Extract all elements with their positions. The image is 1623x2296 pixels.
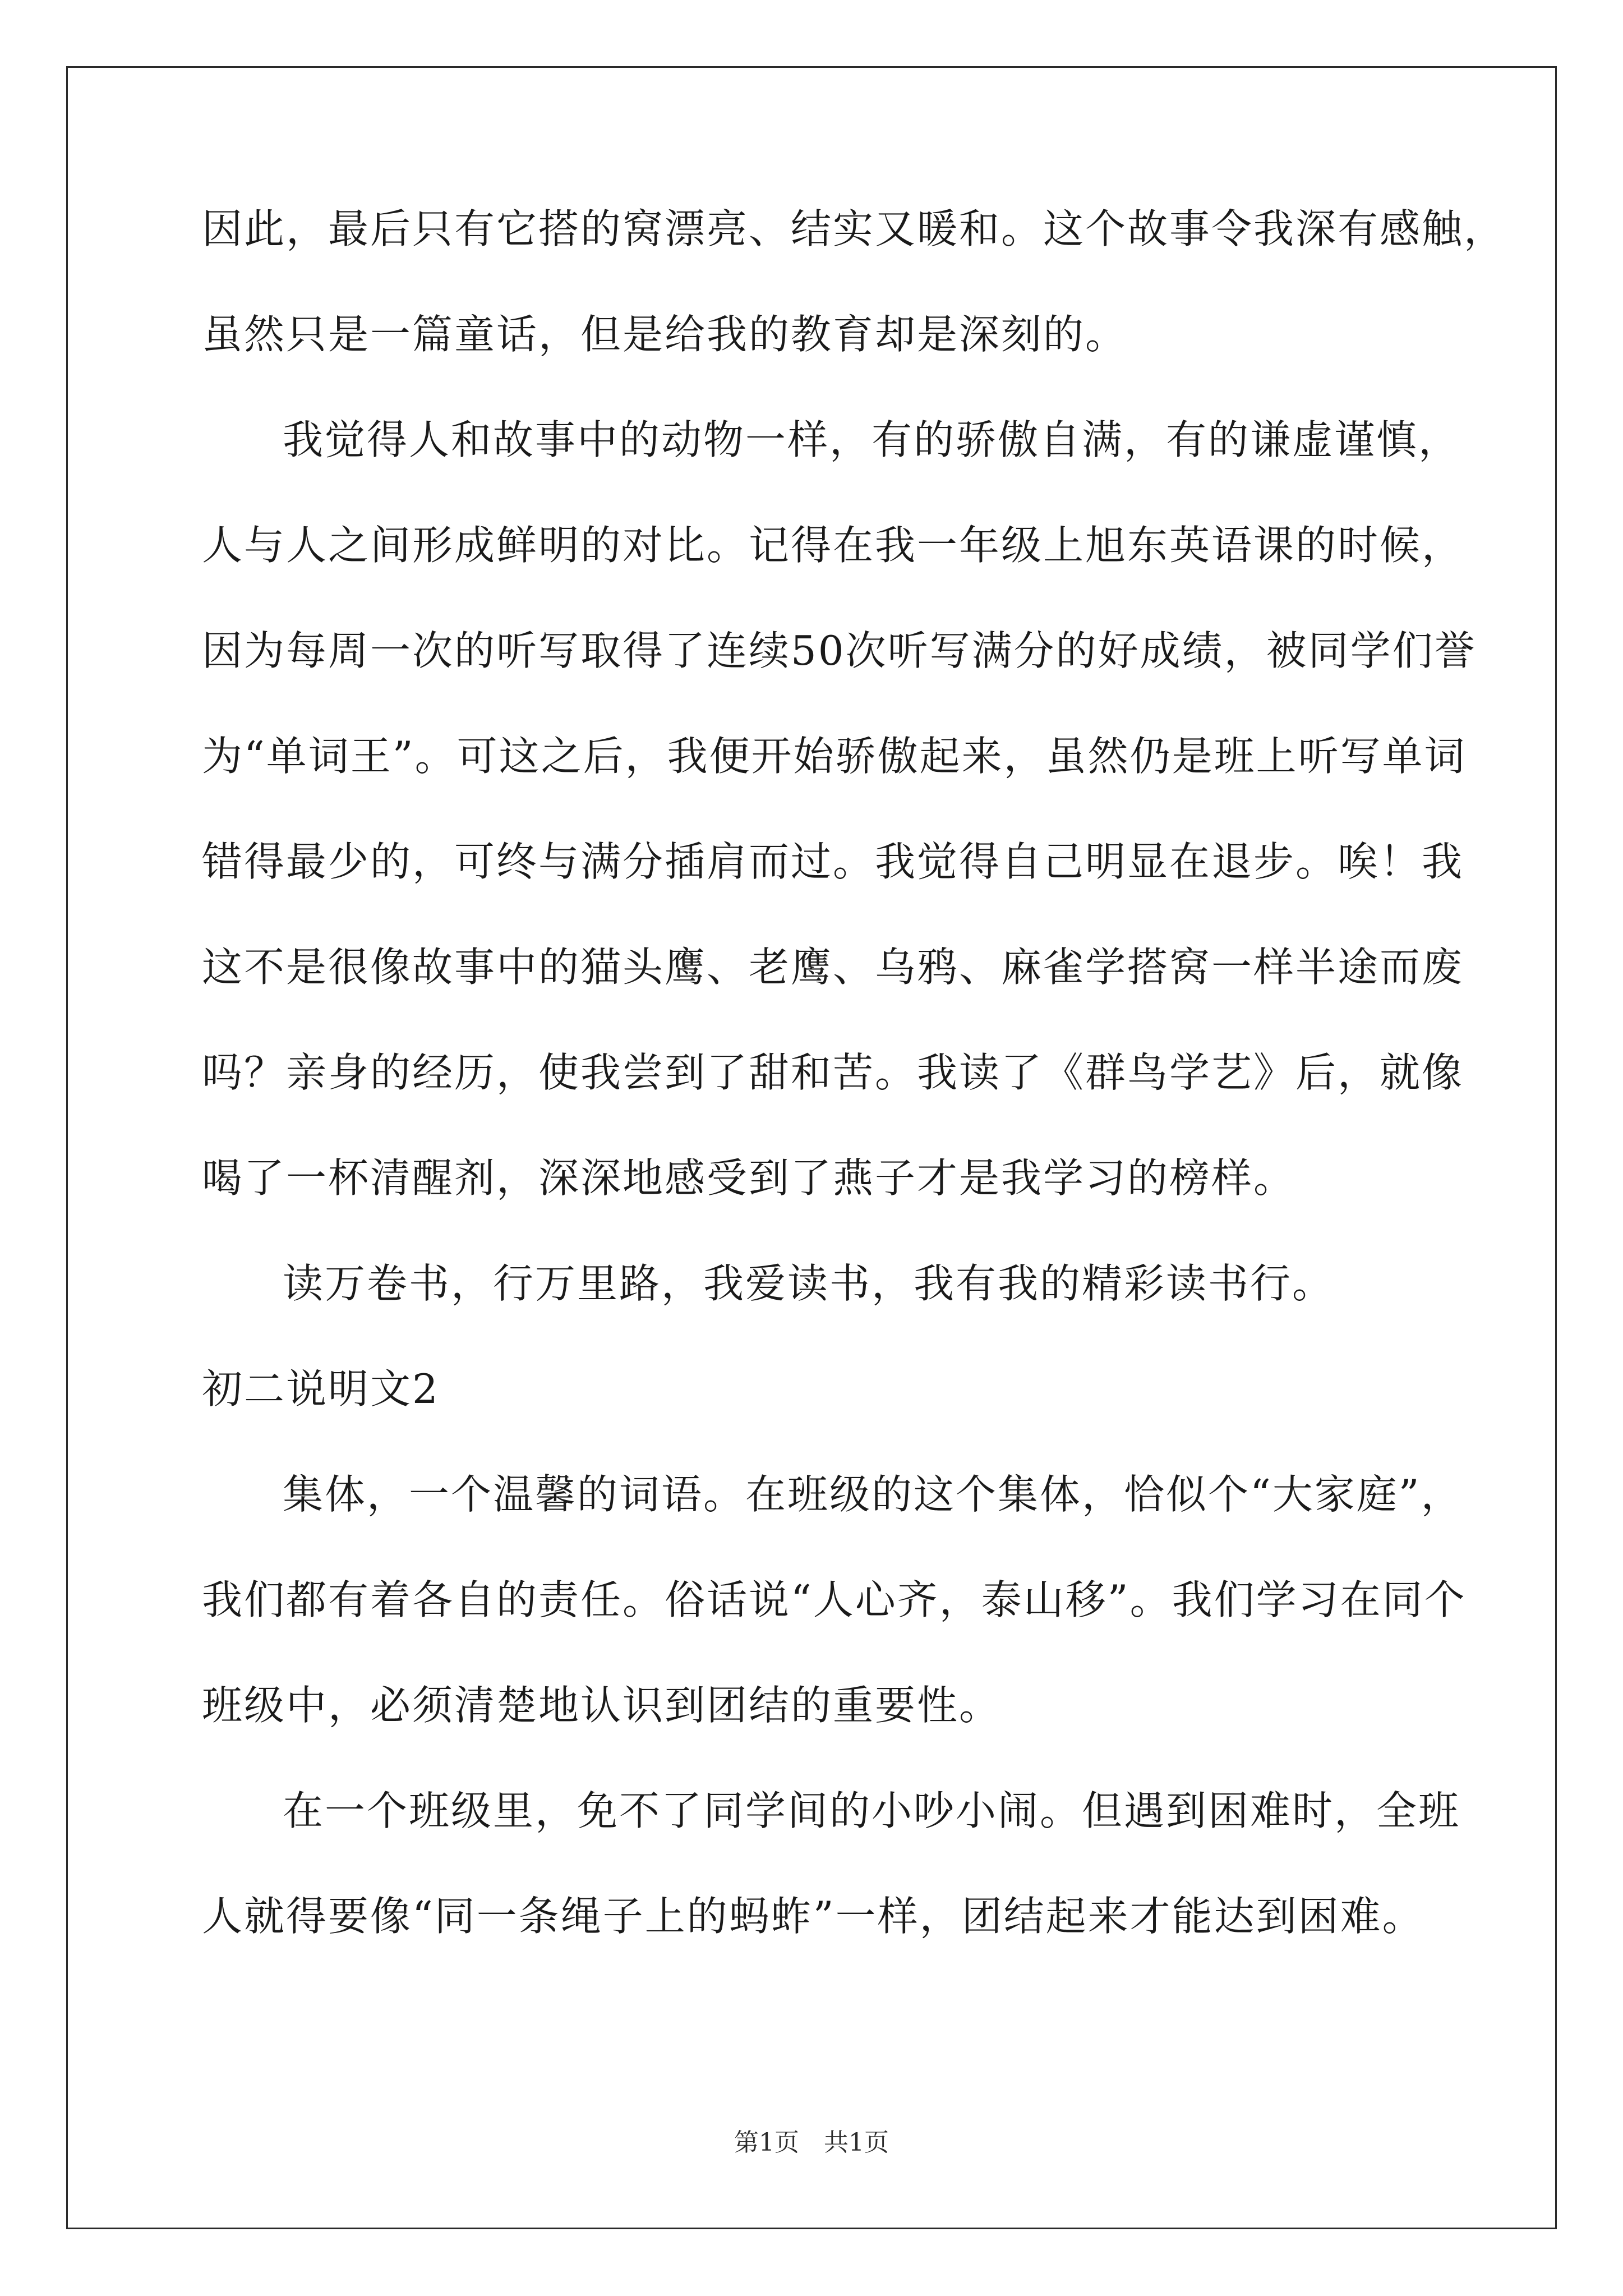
paragraph-start: 集体，一个温馨的词语。在班级的这个集体，恰似个“大家庭”，: [283, 1471, 1463, 1518]
text-line: 人就得要像“同一条绳子上的蚂蚱”一样，团结起来才能达到困难。: [202, 1893, 1424, 1940]
text-line: 为“单词王”。可这之后，我便开始骄傲起来，虽然仍是班上听写单词: [202, 733, 1467, 780]
text-line: 这不是很像故事中的猫头鹰、老鹰、乌鸦、麻雀学搭窝一样半途而废: [202, 944, 1464, 991]
text-line: 班级中，必须清楚地认识到团结的重要性。: [202, 1682, 1002, 1729]
text-line: 因此，最后只有它搭的窝漂亮、结实又暖和。这个故事令我深有感触，: [202, 205, 1506, 252]
page-number-footer: 第1页 共1页: [734, 2128, 889, 2157]
text-line: 因为每周一次的听写取得了连续50次听写满分的好成绩，被同学们誉: [202, 627, 1477, 674]
text-line: 吗？亲身的经历，使我尝到了甜和苦。我读了《群鸟学艺》后，就像: [202, 1049, 1464, 1096]
text-line: 人与人之间形成鲜明的对比。记得在我一年级上旭东英语课的时候，: [202, 522, 1464, 569]
paragraph-start: 读万卷书，行万里路，我爱读书，我有我的精彩读书行。: [283, 1260, 1335, 1307]
paragraph-start: 我觉得人和故事中的动物一样，有的骄傲自满，有的谦虚谨慎，: [283, 416, 1461, 463]
section-heading: 初二说明文2: [202, 1365, 440, 1412]
text-line: 喝了一杯清醒剂，深深地感受到了燕子才是我学习的榜样。: [202, 1154, 1296, 1202]
text-line: 我们都有着各自的责任。俗话说“人心齐，泰山移”。我们学习在同个: [202, 1576, 1467, 1623]
document-body: [202, 202, 1506, 1995]
text-line: 错得最少的，可终与满分插肩而过。我觉得自己明显在退步。唉！我: [202, 838, 1464, 885]
text-line: 虽然只是一篇童话，但是给我的教育却是深刻的。: [202, 311, 1128, 358]
paragraph-start: 在一个班级里，免不了同学间的小吵小闹。但遇到困难时，全班: [283, 1787, 1461, 1834]
